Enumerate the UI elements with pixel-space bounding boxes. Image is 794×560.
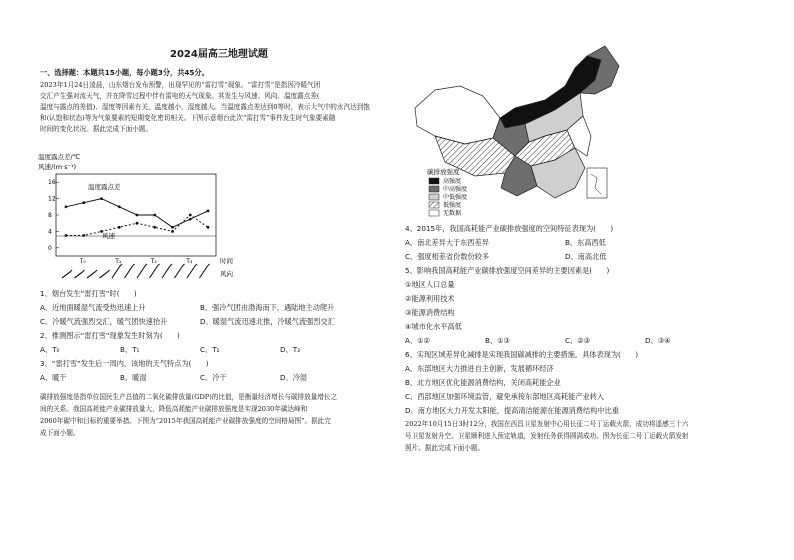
y-ticks: [48, 179, 59, 252]
series-point: [207, 210, 210, 213]
page-title: 2024届高三地理试题: [170, 49, 268, 60]
x-tick-label: T₃: [186, 258, 193, 265]
series-point: [153, 214, 156, 217]
series-point: [136, 222, 139, 225]
series-point: [171, 226, 174, 229]
option: A、南北差异大于东西差异: [405, 238, 489, 247]
wind-barb: [162, 266, 170, 278]
legend-swatch: [429, 186, 439, 192]
carbon-line: 间的关系。我国高耗能产业碳排放量大，降低高耗能产业碳排放强度是实现2030年碳达峰和: [40, 405, 308, 413]
final-line: 照片。据此完成下面小题。: [405, 444, 485, 452]
option: B、北方地区优化能源消费结构，关闭高耗能企业: [405, 378, 561, 387]
wind-barb-tick: [83, 270, 85, 272]
option: B、①③: [485, 336, 511, 345]
china-map: [405, 38, 625, 218]
wind-barb: [187, 266, 195, 278]
option: D、暖湿气流迅速北推，冷暖气流强烈交汇: [200, 317, 335, 326]
series-point: [100, 197, 103, 200]
question-stem: 5、影响我国高耗能产业碳排放强度空间差异的主要因素是( ): [405, 266, 610, 275]
series-point: [189, 214, 192, 217]
series-point: [136, 214, 139, 217]
option: C、冷暖气流强烈交汇，暖气团快速抬升: [40, 317, 168, 326]
series-point: [189, 218, 192, 221]
x-ticks: [79, 258, 193, 265]
wind-barb: [200, 266, 208, 278]
carbon-line: 成下面小题。: [40, 429, 80, 437]
chart-ylabel1: 温度露点差/℃: [38, 153, 80, 161]
option: A、①②: [405, 336, 430, 345]
x-tick-label: T₂: [150, 258, 157, 265]
series-point: [118, 226, 121, 229]
question-stem: 3、“雷打雪”发生后一周内，该地的天气特点为( ): [40, 359, 209, 368]
option: A、暖干: [40, 373, 67, 382]
intro-line: 2023年1月24日凌晨，山东烟台发布预警，出现罕见的“雷打雪”现象。“雷打雪”是指因冷暖气团: [40, 81, 321, 89]
intro-line: 温度与露点的差值)、湿度等因素有关，温度越小，湿度越大。当温度露点差达到0等时，表示大气中的水汽达到饱: [40, 103, 370, 111]
section-heading: 一、选择题：本题共15小题，每小题3分，共45分。: [40, 68, 209, 77]
option: C、西部地区加强环境监管，避免承接东部地区高耗能产业转入: [405, 392, 605, 401]
series-point: [82, 201, 85, 204]
wind-barb-tick: [208, 264, 210, 266]
wind-barb-tick: [133, 264, 135, 266]
question-stem: 1、烟台发生“雷打雪”时( ): [40, 289, 137, 298]
option: D、冷湿: [280, 373, 308, 382]
option: ③能源消费结构: [405, 308, 455, 317]
wind-barb-tick: [95, 270, 97, 272]
option: C、T₂: [200, 345, 220, 354]
legend-label: 低强度: [443, 202, 462, 209]
y-tick-label: 0: [48, 244, 52, 252]
wind-barb-tick: [170, 264, 172, 266]
question-stem: 2、推测图示“雷打雪”现象发生时刻为( ): [40, 331, 180, 340]
map-legend: [427, 167, 467, 217]
wind-label: 风向: [220, 270, 233, 278]
option: D、T₃: [280, 345, 300, 354]
legend-label: 中高强度: [443, 186, 468, 193]
option: B、暖湿: [120, 373, 147, 382]
wind-barb: [137, 266, 145, 278]
wind-barb: [150, 266, 158, 278]
intro-line: 交汇产生强对流天气，并在降雪过程中伴有雷电的天气现象。其发生与风速、风向、温度露点差(: [40, 92, 320, 100]
wind-barbs: [62, 264, 210, 278]
option: D、③④: [645, 336, 671, 345]
y-tick-label: 8: [48, 212, 52, 219]
series-point: [118, 205, 121, 208]
wind-barb: [112, 266, 120, 278]
chart-ylabel2: 风速/(m·s⁻¹): [38, 163, 77, 171]
option: A、东部地区大力推进自主创新，发展循环经济: [405, 364, 554, 373]
y-tick-label: 16: [48, 179, 56, 187]
wind-barb-tick: [70, 270, 72, 272]
option: A、近地面暖湿气流受热迅速上升: [40, 303, 146, 312]
south-sea-inset: [587, 168, 607, 198]
option: B、强冷气团由渤海南下，遇陆地主动爬升: [200, 303, 335, 312]
legend-label: 高强度: [443, 178, 462, 185]
weather-chart: [36, 152, 236, 286]
option: C、强度相差省份数份较多: [405, 252, 490, 261]
question-stem: 6、实现区域差异化减排是实现我国碳减排的主要措施，具体表现为( ): [405, 350, 638, 359]
wind-barb: [62, 272, 70, 278]
series-group: [65, 197, 210, 237]
carbon-line: 碳排放强度是指单位国民生产总值的二氧化碳排放量(GDP)的比值，是衡量经济增长与碳排放量增长之: [40, 393, 338, 401]
option: A、T₀: [40, 345, 60, 354]
wind-barb: [87, 272, 95, 278]
option: B、东高西低: [565, 238, 606, 247]
final-line: 2022年10月15日3时12分，我国在西昌卫星发射中心用长征二号丁运载火箭，成功将遥感三十六: [405, 420, 689, 428]
wind-barb: [175, 266, 183, 278]
intro-line: 和(认饱和状态)等为气象要素的短期变化密切相关。下图示意烟台此次“雷打雪”事件发生时气象要素随: [40, 114, 336, 122]
legend-title: 碳排放强度: [427, 168, 460, 176]
legend-label: 中低强度: [443, 194, 468, 201]
wind-barb-tick: [145, 264, 147, 266]
option: ④城市化水平高低: [405, 322, 462, 331]
series-point: [153, 226, 156, 229]
carbon-line: 2060年碳中和目标的重要举措。下图为“2015年我国高耗能产业碳排放强度的空间格局图”。据此完: [40, 417, 331, 425]
wind-barb: [75, 272, 83, 278]
legend-swatch: [429, 202, 439, 208]
legend-swatch: [429, 210, 439, 216]
option: ①地区人口总量: [405, 280, 455, 289]
wind-barb-tick: [183, 264, 185, 266]
wind-barb-tick: [195, 264, 197, 266]
intro-line: 时间的变化状况。据此完成下面小题。: [40, 125, 153, 133]
series-point: [65, 234, 68, 237]
option: C、②③: [565, 336, 591, 345]
question-stem: 4、2015年，我国高耗能产业碳排放强度的空间特征表现为( ): [405, 224, 614, 233]
y-tick-label: 12: [48, 195, 56, 203]
series1-label: 温度露点差: [88, 183, 121, 191]
wind-barb-tick: [158, 264, 160, 266]
option: C、冷干: [200, 373, 227, 382]
series-point: [65, 205, 68, 208]
y-tick-label: 4: [48, 228, 52, 236]
series-point: [171, 230, 174, 233]
option: D、南高北低: [565, 252, 607, 261]
wind-barb-tick: [108, 270, 110, 272]
option: D、南方地区大力开发太阳能，提高清洁能源在能源消费结构中比重: [405, 406, 619, 415]
series-line: [66, 215, 208, 236]
final-line: 号卫星发射升空。卫星顺利进入预定轨道，发射任务获得圆满成功。图为长征二号丁运载火箭发射: [405, 432, 689, 440]
series-point: [82, 234, 85, 237]
wind-barb: [125, 266, 133, 278]
x-tick-label: T₀: [79, 258, 86, 265]
x-tick-label: T₁: [115, 258, 122, 265]
legend-swatch: [429, 194, 439, 200]
wind-barb: [100, 272, 108, 278]
option: B、T₁: [120, 345, 140, 354]
series-point: [207, 226, 210, 229]
series2-label: 风速: [102, 232, 115, 240]
option: ②能源利用技术: [405, 294, 455, 303]
legend-swatch: [429, 178, 439, 184]
time-label: 时间: [220, 257, 233, 265]
region-west: [415, 86, 500, 144]
legend-label: 无数据: [443, 210, 462, 217]
